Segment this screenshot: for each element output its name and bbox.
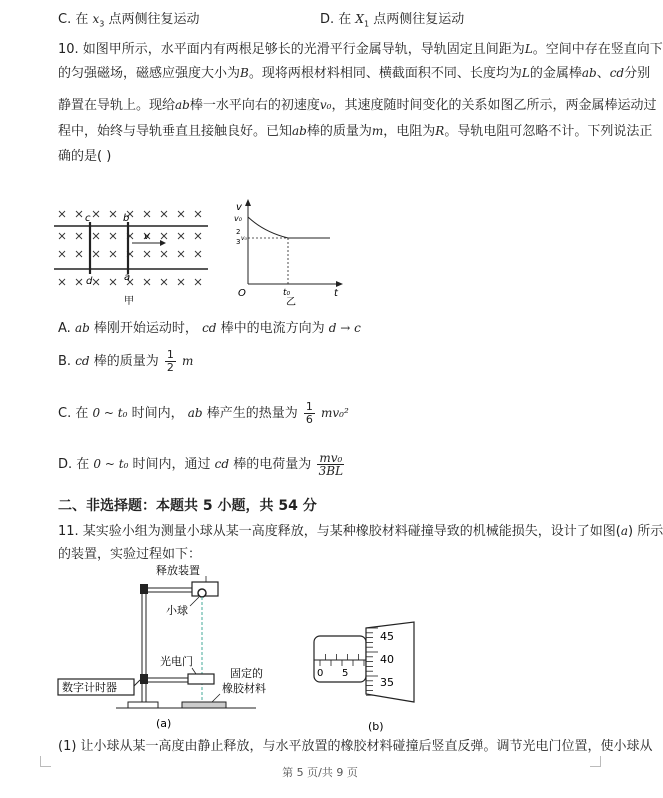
q10-option-b: B. cd 棒的质量为 $\frac{1}{2}$ m (58, 348, 194, 374)
q11-step1: (1) 让小球从某一高度由静止释放，与水平放置的橡胶材料碰撞后竖直反弹。调节光电门位置，使小球从 (58, 739, 653, 754)
q9-option-c: C. 在 $x_3$ 点两侧往复运动 (58, 12, 200, 29)
label-v: v (144, 232, 150, 242)
q11-figure-b (310, 614, 430, 734)
stand-pole (142, 586, 146, 704)
figure-b-caption: 乙 (286, 297, 296, 308)
thimble-scale-40: 40 (380, 653, 394, 666)
q10-option-c: C. 在 0 ~ t₀ 时间内， ab 棒产生的热量为 $\frac{1}{6}$ mv₀² (58, 400, 349, 426)
ball (198, 589, 206, 597)
label-d: d (86, 276, 93, 287)
main-scale-5: 5 (342, 668, 349, 679)
q10-stem-line1: 10. 如图甲所示，水平面内有两根足够长的光滑平行金属导轨，导轨固定且间距为L。空间中存在竖直向下 (58, 42, 663, 57)
main-scale-0: 0 (317, 668, 324, 679)
rubber-material (182, 702, 226, 708)
tick-3: 3 (236, 238, 241, 246)
thimble-scale-45: 45 (380, 630, 394, 643)
timer-label: 数字计时器 (62, 681, 117, 694)
figure-a-caption: 甲 (124, 296, 134, 307)
rubber-label-1: 固定的 (230, 667, 263, 680)
label-a: a (124, 272, 131, 283)
q11-figure-a (56, 562, 296, 734)
gate-label: 光电门 (160, 655, 193, 668)
figure-b-caption: (b) (368, 720, 384, 733)
axis-t-label: t (334, 288, 338, 299)
page-footer: 第 5 页/共 9 页 (282, 766, 358, 779)
t0-label: t₀ (283, 288, 291, 298)
figure-a-caption: (a) (156, 717, 172, 730)
q10-figure-b (226, 196, 346, 306)
release-label: 释放装置 (156, 564, 200, 577)
q10-stem-line2: 的匀强磁场，磁感应强度大小为B。现将两根材料相同、横截面积不同、长度均为L的金属棒ab、cd分别 (58, 66, 651, 81)
stand-base (128, 702, 158, 708)
lower-clamp (140, 674, 148, 684)
label-c: c (85, 213, 91, 224)
tick-v0: v₀ (241, 235, 247, 242)
q10-stem-line3: 静置在导轨上。现给ab棒一水平向右的初速度v₀，其速度随时间变化的关系如图乙所示，两金属棒运动过 (58, 98, 657, 113)
velocity-arrowhead (160, 240, 166, 246)
thimble-scale-35: 35 (380, 676, 394, 689)
label-b: b (123, 213, 130, 224)
v0-label: v₀ (234, 214, 242, 223)
origin-label: O (238, 288, 246, 299)
q9-option-d: D. 在 $X_1$ 点两侧往复运动 (320, 12, 465, 29)
photogate (188, 674, 214, 684)
q10-option-d: D. 在 0 ~ t₀ 时间内，通过 cd 棒的电荷量为 $\frac{\text{mv₀}}{3BL}$ (58, 451, 344, 478)
top-clamp (140, 584, 148, 594)
axis-v-label: v (236, 202, 242, 213)
q11-stem-line1: 11. 某实验小组为测量小球从某一高度释放，与某种橡胶材料碰撞导致的机械能损失，设计了如图(a) 所示 (58, 524, 663, 539)
velocity-curve (248, 217, 330, 238)
ball-label: 小球 (166, 604, 188, 617)
q10-figure-a (52, 204, 212, 308)
section2-heading: 二、非选择题：本题共 5 小题，共 54 分 (58, 498, 317, 514)
rubber-label-2: 橡胶材料 (222, 682, 266, 695)
tick-2: 2 (236, 228, 241, 236)
lower-arm (146, 678, 194, 682)
q10-stem-line5: 确的是( ) (58, 149, 112, 164)
q10-option-a: A. ab 棒刚开始运动时， cd 棒中的电流方向为 d → c (58, 321, 361, 336)
q11-stem-line2: 的装置，实验过程如下： (58, 547, 202, 562)
q10-stem-line4: 程中，始终与导轨垂直且接触良好。已知ab棒的质量为m，电阻为R。导轨电阻可忽略不计。下列说法正 (58, 124, 653, 139)
